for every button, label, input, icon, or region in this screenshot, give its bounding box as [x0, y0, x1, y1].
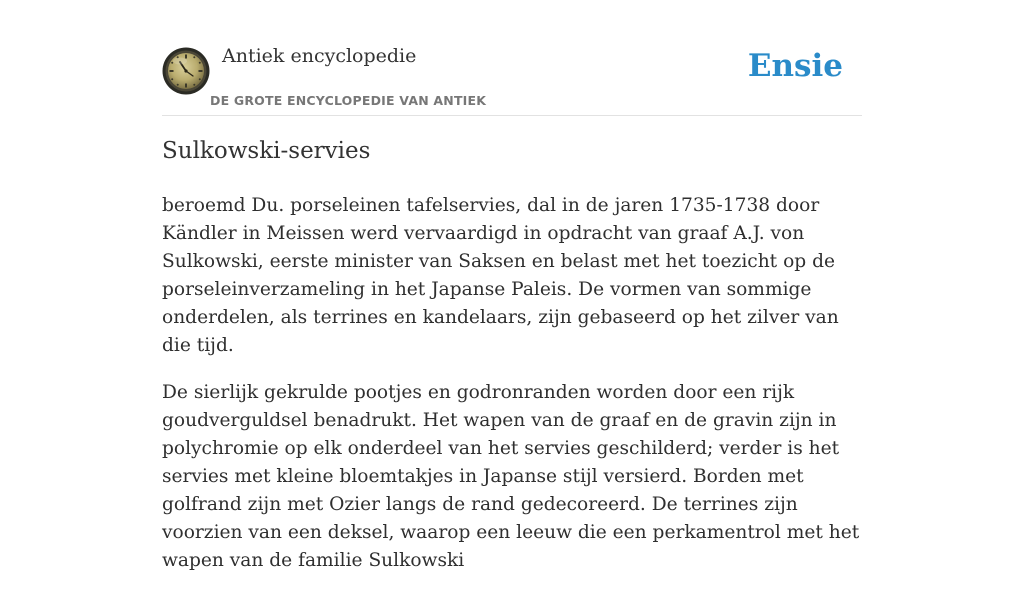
site-logo-link[interactable] [162, 47, 210, 95]
site-subtitle: DE GROTE ENCYCLOPEDIE VAN ANTIEK [210, 93, 487, 108]
article-paragraph: De sierlijk gekrulde pootjes en godronranden worden door een rijk goudverguldsel benadrukt. Het wapen van de graaf en de gravin zijn in polychromie op elk onderdeel van het servies geschilderd; verder is het servies met kleine bloemtakjes in Japanse stijl versierd. Borden met golfrand zijn met Ozier langs de rand gedecoreerd. De terrines zijn voorzien van een deksel, waarop een leeuw die een perkamentrol met het wapen van de familie Sulkowski [162, 382, 860, 571]
site-title[interactable]: Antiek encyclopedie [222, 45, 417, 67]
article-paragraph: beroemd Du. porseleinen tafelservies, dal in de jaren 1735-1738 door Kändler in Meissen werd vervaardigd in opdracht van graaf A.J. von Sulkowski, eerste minister van Saksen en belast met het toezicht op de porseleinverzameling in het Japanse Paleis. De vormen van sommige onderdelen, als terrines en kandelaars, zijn gebaseerd op het zilver van die tijd. [162, 195, 839, 356]
article-title: Sulkowski-servies [162, 138, 371, 164]
article-body [162, 192, 862, 594]
brand-logo-link[interactable]: Ensie [747, 48, 843, 84]
clock-icon [162, 47, 210, 95]
header-divider [162, 115, 862, 116]
